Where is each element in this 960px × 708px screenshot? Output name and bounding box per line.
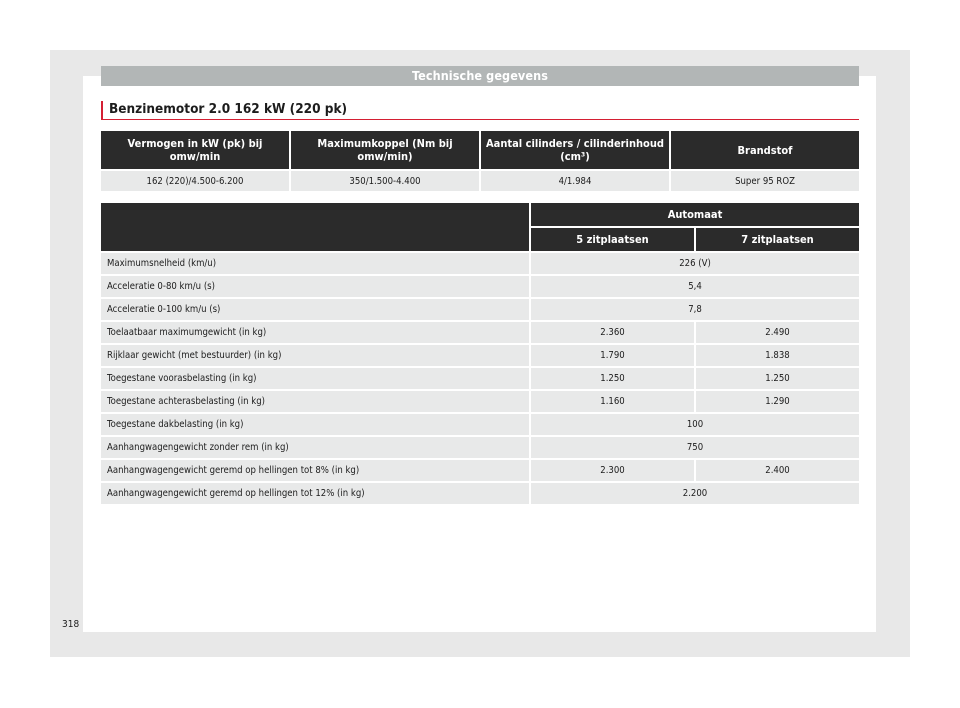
row-label: Toegestane voorasbelasting (in kg) <box>101 368 529 389</box>
header-7-seats: 7 zitplaatsen <box>696 228 859 251</box>
cell-power: 162 (220)/4.500-6.200 <box>101 171 289 191</box>
row-label: Acceleratie 0-100 km/u (s) <box>101 299 529 320</box>
table-row <box>101 483 859 504</box>
row-label: Aanhangwagengewicht geremd op hellingen tot 8% (in kg) <box>101 460 529 481</box>
row-value: 7,8 <box>531 299 859 320</box>
row-value: 226 (V) <box>531 253 859 274</box>
row-value: 5,4 <box>531 276 859 297</box>
table-row <box>101 460 859 481</box>
table-row <box>101 253 859 274</box>
specs-table <box>99 201 861 506</box>
row-label: Rijklaar gewicht (met bestuurder) (in kg) <box>101 345 529 366</box>
table-row <box>101 322 859 343</box>
header-5-seats: 5 zitplaatsen <box>531 228 694 251</box>
table-row <box>101 299 859 320</box>
section-title: Technische gegevens <box>101 66 859 86</box>
specs-table-body <box>101 253 859 504</box>
row-value: 1.250 <box>531 368 694 389</box>
cell-torque: 350/1.500-4.400 <box>291 171 479 191</box>
row-value: 1.250 <box>696 368 859 389</box>
table-row <box>101 276 859 297</box>
cell-fuel: Super 95 ROZ <box>671 171 859 191</box>
header-power: Vermogen in kW (pk) bij omw/min <box>101 131 289 169</box>
header-automaat: Automaat <box>531 203 859 226</box>
row-label: Toegestane dakbelasting (in kg) <box>101 414 529 435</box>
row-label: Acceleratie 0-80 km/u (s) <box>101 276 529 297</box>
specs-header-blank <box>101 203 529 251</box>
cell-cylinders: 4/1.984 <box>481 171 669 191</box>
row-value: 2.400 <box>696 460 859 481</box>
row-value: 1.290 <box>696 391 859 412</box>
row-label: Toegestane achterasbelasting (in kg) <box>101 391 529 412</box>
row-value: 2.360 <box>531 322 694 343</box>
engine-table <box>99 129 861 193</box>
table-row <box>101 345 859 366</box>
row-value: 2.300 <box>531 460 694 481</box>
row-value: 2.490 <box>696 322 859 343</box>
engine-table-row <box>101 171 859 191</box>
header-cylinders: Aantal cilinders / cilinderinhoud (cm³) <box>481 131 669 169</box>
row-value: 1.160 <box>531 391 694 412</box>
row-label: Aanhangwagengewicht zonder rem (in kg) <box>101 437 529 458</box>
row-label: Maximumsnelheid (km/u) <box>101 253 529 274</box>
engine-table-header-row <box>101 131 859 169</box>
row-value: 100 <box>531 414 859 435</box>
table-row <box>101 437 859 458</box>
header-fuel: Brandstof <box>671 131 859 169</box>
row-label: Aanhangwagengewicht geremd op hellingen tot 12% (in kg) <box>101 483 529 504</box>
table-row <box>101 391 859 412</box>
row-value: 2.200 <box>531 483 859 504</box>
row-value: 1.790 <box>531 345 694 366</box>
table-row <box>101 414 859 435</box>
row-value: 750 <box>531 437 859 458</box>
table-row <box>101 368 859 389</box>
engine-title: Benzinemotor 2.0 162 kW (220 pk) <box>101 101 859 120</box>
page-number: 318 <box>62 619 80 630</box>
header-torque: Maximumkoppel (Nm bij omw/min) <box>291 131 479 169</box>
row-value: 1.838 <box>696 345 859 366</box>
row-label: Toelaatbaar maximumgewicht (in kg) <box>101 322 529 343</box>
